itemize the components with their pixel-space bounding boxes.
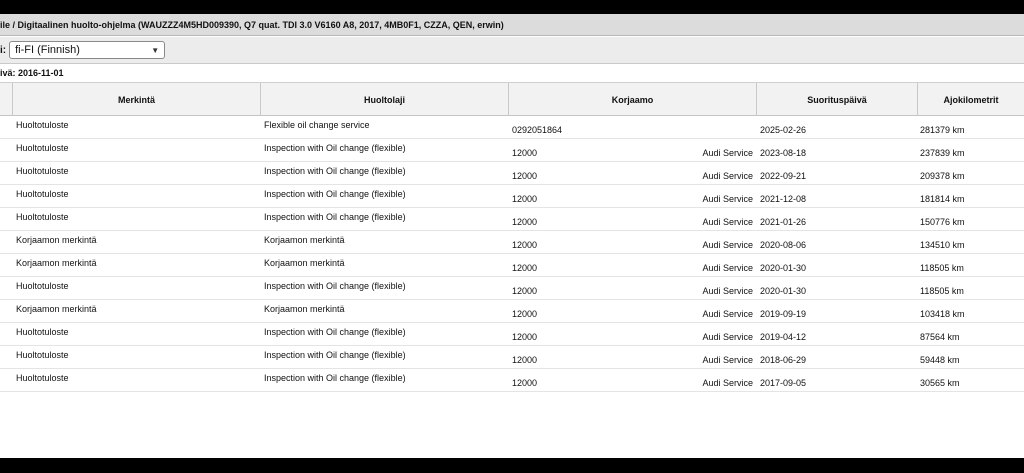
row-select-cell: [0, 277, 12, 299]
table-row[interactable]: [0, 231, 1024, 254]
cell-workshop-name: Audi Service: [702, 309, 753, 319]
cell-marking: Huoltotuloste: [16, 120, 69, 130]
cell-date: 2023-08-18: [760, 148, 807, 158]
header-marking[interactable]: Merkintä: [13, 83, 261, 116]
cell-mileage: 209378 km: [920, 171, 965, 181]
row-select-cell: [0, 208, 12, 230]
chevron-down-icon: ▼: [151, 45, 160, 55]
cell-mileage: 87564 km: [920, 332, 960, 342]
cell-mileage: 118505 km: [920, 286, 964, 296]
table-header: [0, 82, 1024, 116]
cell-date: 2019-09-19: [760, 309, 807, 319]
cell-workshop-code: 12000: [512, 263, 538, 273]
cell-workshop-name: Audi Service: [702, 355, 753, 365]
cell-service-type: Inspection with Oil change (flexible): [264, 373, 406, 383]
cell-marking: Huoltotuloste: [16, 373, 69, 383]
date-line-text: ivä: 2016-11-01: [0, 68, 64, 78]
cell-workshop-name: Audi Service: [702, 171, 753, 181]
row-select-cell: [0, 254, 12, 276]
cell-workshop-name: Audi Service: [702, 332, 753, 342]
cell-date: 2022-09-21: [760, 171, 807, 181]
row-select-cell: [0, 162, 12, 184]
row-select-cell: [0, 185, 12, 207]
cell-marking: Huoltotuloste: [16, 143, 69, 153]
cell-service-type: Korjaamon merkintä: [264, 304, 345, 314]
table-row[interactable]: [0, 346, 1024, 369]
cell-mileage: 237839 km: [920, 148, 965, 158]
cell-marking: Huoltotuloste: [16, 212, 69, 222]
row-select-cell: [0, 369, 12, 391]
cell-mileage: 118505 km: [920, 263, 964, 273]
cell-workshop-name: Audi Service: [702, 217, 753, 227]
cell-service-type: Inspection with Oil change (flexible): [264, 350, 406, 360]
cell-marking: Huoltotuloste: [16, 281, 69, 291]
cell-service-type: Inspection with Oil change (flexible): [264, 281, 406, 291]
app-window: [0, 14, 1024, 458]
cell-mileage: 103418 km: [920, 309, 965, 319]
row-select-cell: [0, 346, 12, 368]
cell-date: 2020-01-30: [760, 286, 807, 296]
cell-marking: Huoltotuloste: [16, 350, 69, 360]
cell-mileage: 181814 km: [920, 194, 965, 204]
row-select-cell: [0, 300, 12, 322]
cell-mileage: 30565 km: [920, 378, 960, 388]
table-row[interactable]: [0, 185, 1024, 208]
language-select-value: fi-FI (Finnish): [15, 44, 80, 56]
cell-workshop-code: 12000: [512, 332, 538, 342]
cell-date: 2025-02-26: [760, 125, 807, 135]
cell-workshop-code: 12000: [512, 355, 538, 365]
table-row[interactable]: [0, 254, 1024, 277]
date-line: [0, 66, 1024, 80]
header-service-type[interactable]: Huoltolaji: [261, 83, 509, 116]
cell-service-type: Inspection with Oil change (flexible): [264, 166, 406, 176]
cell-workshop-code: 12000: [512, 309, 538, 319]
cell-workshop-code: 12000: [512, 217, 538, 227]
cell-workshop-name: Audi Service: [702, 240, 753, 250]
table-row[interactable]: [0, 300, 1024, 323]
cell-workshop-code: 0292051864: [512, 125, 563, 135]
cell-mileage: 281379 km: [920, 125, 965, 135]
cell-mileage: 59448 km: [920, 355, 960, 365]
table-body: [0, 116, 1024, 392]
header-cell-select[interactable]: [0, 83, 13, 116]
language-label: i:: [0, 44, 7, 56]
cell-date: 2018-06-29: [760, 355, 807, 365]
cell-workshop-code: 12000: [512, 171, 538, 181]
cell-service-type: Inspection with Oil change (flexible): [264, 189, 406, 199]
cell-service-type: Korjaamon merkintä: [264, 258, 345, 268]
cell-marking: Huoltotuloste: [16, 189, 69, 199]
cell-marking: Korjaamon merkintä: [16, 304, 97, 314]
cell-marking: Huoltotuloste: [16, 327, 69, 337]
cell-service-type: Flexible oil change service: [264, 120, 370, 130]
row-select-cell: [0, 323, 12, 345]
header-workshop[interactable]: Korjaamo: [509, 83, 757, 116]
table-row[interactable]: [0, 116, 1024, 139]
cell-date: 2021-01-26: [760, 217, 807, 227]
header-date[interactable]: Suorituspäivä: [757, 83, 918, 116]
cell-service-type: Inspection with Oil change (flexible): [264, 327, 406, 337]
cell-mileage: 134510 km: [920, 240, 965, 250]
table-row[interactable]: [0, 323, 1024, 346]
row-select-cell: [0, 139, 12, 161]
cell-workshop-code: 12000: [512, 194, 538, 204]
cell-service-type: Inspection with Oil change (flexible): [264, 212, 406, 222]
cell-workshop-name: [692, 116, 753, 138]
row-select-cell: [0, 116, 12, 138]
header-mileage[interactable]: Ajokilometrit: [943, 94, 999, 105]
service-history-table: [0, 82, 1024, 392]
cell-date: 2021-12-08: [760, 194, 807, 204]
cell-service-type: Inspection with Oil change (flexible): [264, 143, 406, 153]
cell-workshop-name: Audi Service: [702, 378, 753, 388]
row-select-cell: [0, 231, 12, 253]
cell-date: 2020-01-30: [760, 263, 807, 273]
table-row[interactable]: [0, 162, 1024, 185]
bottom-bar: [0, 458, 1024, 473]
language-select[interactable]: [9, 41, 165, 59]
cell-service-type: Korjaamon merkintä: [264, 235, 345, 245]
cell-workshop-code: 12000: [512, 286, 538, 296]
cell-workshop-name: Audi Service: [702, 263, 753, 273]
cell-workshop-code: 12000: [512, 148, 538, 158]
table-row[interactable]: [0, 277, 1024, 300]
cell-workshop-code: 12000: [512, 240, 538, 250]
cell-marking: Korjaamon merkintä: [16, 235, 97, 245]
cell-workshop-code: 12000: [512, 378, 538, 388]
cell-mileage: 150776 km: [920, 217, 965, 227]
cell-workshop-name: Audi Service: [702, 194, 753, 204]
cell-marking: Huoltotuloste: [16, 166, 69, 176]
table-row[interactable]: [0, 369, 1024, 392]
cell-date: 2019-04-12: [760, 332, 807, 342]
cell-date: 2017-09-05: [760, 378, 807, 388]
table-row[interactable]: [0, 208, 1024, 231]
table-row[interactable]: [0, 139, 1024, 162]
title-bar: [0, 14, 1024, 36]
cell-workshop-name: Audi Service: [702, 148, 753, 158]
cell-marking: Korjaamon merkintä: [16, 258, 97, 268]
language-bar: [0, 37, 1024, 64]
cell-date: 2020-08-06: [760, 240, 807, 250]
cell-workshop-name: Audi Service: [702, 286, 753, 296]
window-title: ile / Digitaalinen huolto-ohjelma (WAUZZZ4M5HD009390, Q7 quat. TDI 3.0 V6160 A8, 2017, 4MB0F1, CZZA, QEN, erwin): [0, 19, 504, 30]
